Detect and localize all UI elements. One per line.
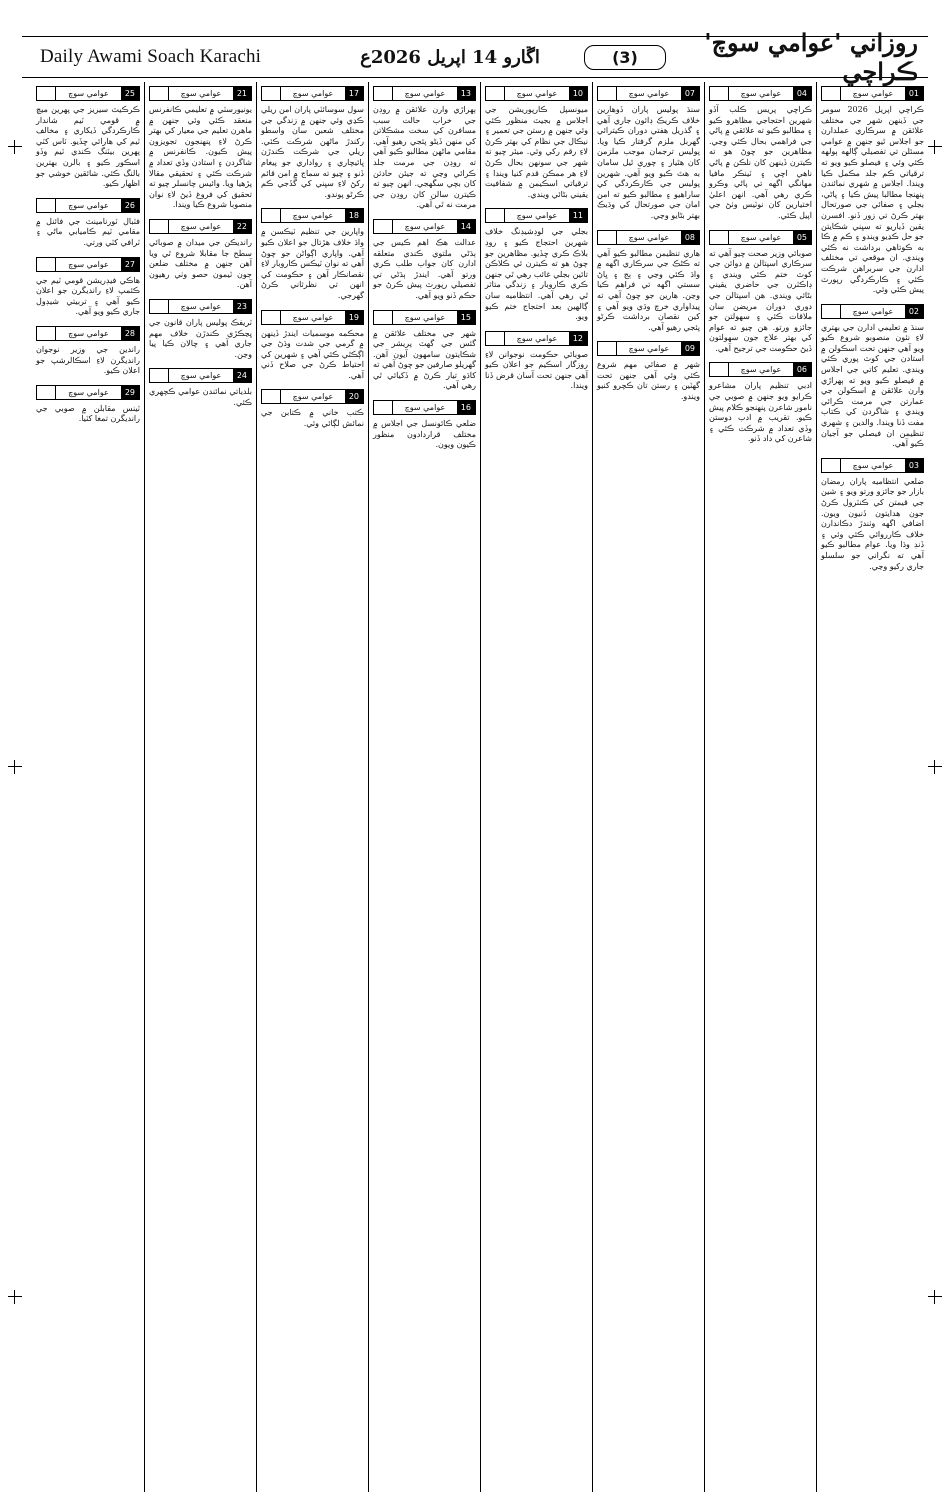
story-number: 09 [681, 342, 699, 355]
story-tag-label: عوامي سوچ [740, 89, 782, 98]
story-tag [821, 304, 924, 319]
news-story [149, 368, 252, 408]
news-story [36, 86, 140, 190]
story-tag [149, 299, 252, 314]
story-tag-label: عوامي سوچ [740, 365, 782, 375]
story-tag [373, 400, 476, 415]
news-story [821, 304, 924, 450]
story-body: هاڪي فيڊريشن قومي ٽيم جي ڪئمپ لاءِ رانديگرن جو اعلان ڪيو آهي ۽ تربيتي شيڊول جاري ڪيو ويو آهي. [36, 275, 140, 317]
tag-box [486, 209, 505, 222]
news-story [36, 385, 140, 425]
story-body: شهر جي مختلف علائقن ۾ گئس جي گهٽ پريشر جي شڪايتون سامهون آيون آهن. گهريلو صارفين جو چوڻ آهي ته کاڌو تيار ڪرڻ ۾ ڏکيائي ٿي رهي آهي. [373, 328, 476, 391]
story-number: 29 [121, 386, 139, 399]
news-story [149, 86, 252, 211]
story-body: سنڌ پوليس پاران ڏوهارين خلاف ڪريڪ ڊائون جاري آهي ۽ گذريل هفتي دوران ڪيترائي گهربل ملزم گرفتار ڪيا ويا. پوليس ترجمان موجب ملزمن کان هٿيار ۽ چوري ٿيل سامان به هٿ ڪيو ويو آهي. شهرين پوليس جي ڪارڪردگي کي ساراهيو ۽ مطالبو ڪيو ته امن امان جي صورتحال کي وڌيڪ بهتر بڻايو وڃي. [597, 105, 700, 220]
registration-mark [928, 760, 942, 774]
story-tag-label: عوامي سوچ [852, 460, 894, 470]
news-story [36, 326, 140, 377]
story-body: فٽبال ٽورنامينٽ جي فائنل ۾ مقامي ٽيم ڪاميابي ماڻي ۽ ٽرافي کٽي ورتي. [36, 216, 140, 247]
story-tag-label: عوامي سوچ [628, 344, 670, 354]
story-tag [485, 331, 588, 346]
story-tag [597, 341, 700, 356]
news-story [149, 219, 252, 291]
story-number: 02 [905, 305, 923, 318]
story-number: 13 [457, 87, 475, 100]
story-number: 11 [569, 209, 587, 222]
registration-mark [928, 140, 942, 154]
news-story [261, 208, 364, 301]
story-tag [36, 326, 140, 341]
news-story [821, 458, 924, 572]
news-column [256, 82, 368, 1492]
tag-box [37, 87, 56, 100]
story-body: ضلعي انتظاميه پاران رمضان بازار جو جائزو ورتو ويو ۽ شين جي قيمتن کي ڪنٽرول ڪرڻ جون هدايتون ڏنيون ويون. اضافي اگهه وٺندڙ دڪاندارن خلاف ڪارروائي ڪئي وئي ۽ ڏنڊ وڌا ويا. عوام مطالبو ڪيو آهي ته نگراني جو سلسلو جاري رکيو وڃي. [821, 476, 924, 571]
story-tag-label: عوامي سوچ [68, 328, 109, 338]
news-story [485, 86, 588, 200]
news-story [261, 310, 364, 382]
story-tag-label: عوامي سوچ [404, 312, 446, 322]
tag-box [822, 459, 841, 472]
story-tag-label: عوامي سوچ [628, 89, 670, 98]
news-column [480, 82, 592, 1492]
story-body: يونيورسٽي ۾ تعليمي ڪانفرنس منعقد ڪئي وئي جنهن ۾ ماهرن تعليم جي معيار کي بهتر ڪرڻ لاءِ پنهنجون تجويزون پيش ڪيون. ڪانفرنس ۾ شاگردن ۽ استادن وڏي تعداد ۾ شرڪت ڪئي ۽ تحقيقي مقالا پڙهيا ويا. وائيس چانسلر چيو ته تحقيق کي فروغ ڏيڻ لاءِ نوان منصوبا شروع ڪيا ويندا. [149, 105, 252, 210]
tag-box [262, 87, 281, 100]
news-story [373, 400, 476, 451]
story-body: راندين جي وزير نوجوان رانديگرن لاءِ اسڪالرشپ جو اعلان ڪيو. [36, 344, 140, 376]
news-story [709, 230, 812, 355]
story-tag [821, 86, 924, 101]
story-tag-label: عوامي سوچ [68, 259, 109, 269]
story-tag-label: عوامي سوچ [516, 89, 558, 98]
story-number: 12 [569, 332, 587, 345]
story-number: 16 [457, 401, 475, 414]
story-tag-label: عوامي سوچ [516, 333, 558, 343]
news-story [597, 230, 700, 334]
story-number: 01 [905, 87, 923, 100]
news-story [261, 86, 364, 200]
news-column [144, 82, 256, 1492]
tag-box [598, 87, 617, 100]
tag-box [374, 311, 393, 324]
story-tag [261, 310, 364, 325]
story-number: 15 [457, 311, 475, 324]
tag-box [374, 401, 393, 414]
masthead [22, 28, 928, 86]
story-tag-label: عوامي سوچ [68, 200, 109, 210]
tag-box [822, 305, 841, 318]
story-tag-label: عوامي سوچ [180, 221, 222, 231]
story-body: واپارين جي تنظيم ٽيڪسن ۾ واڌ خلاف هڙتال جو اعلان ڪيو آهي. واپاري اڳواڻن جو چوڻ آهي ته نوان ٽيڪس ڪاروبار لاءِ نقصانڪار آهن ۽ حڪومت کي انهن تي نظرثاني ڪرڻ گهرجي. [261, 227, 364, 300]
story-number: 06 [793, 363, 811, 376]
story-body: بلدياتي نمائندن عوامي ڪچهري ڪئي. [149, 387, 252, 407]
tag-box [374, 87, 393, 100]
tag-box [486, 87, 505, 100]
story-number: 14 [457, 220, 475, 233]
story-tag [149, 219, 252, 234]
tag-box [262, 311, 281, 324]
story-tag [373, 219, 476, 234]
story-tag-label: عوامي سوچ [68, 89, 109, 98]
story-tag-label: عوامي سوچ [852, 89, 894, 98]
tag-box [710, 363, 729, 376]
story-number: 23 [233, 300, 251, 313]
story-number: 05 [793, 231, 811, 244]
story-number: 26 [121, 199, 139, 212]
story-body: ٽريفڪ پوليس پاران قانون جي ڀڃڪڙي ڪندڙن خلاف مهم جاري آهي ۽ چالان ڪيا پيا وڃن. [149, 317, 252, 359]
news-story [36, 198, 140, 249]
story-body: ڪرڪيٽ سيريز جي پهرين ميچ ۾ قومي ٽيم شاندار ڪارڪردگي ڏيکاري ۽ مخالف ٽيم کي هارائي ڇڏيو. ٽاس کٽي پهرين بيٽنگ ڪندي ٽيم وڏو اسڪور ڪيو ۽ بالرن بهترين بالنگ ڪئي. شائقين خوشي جو اظهار ڪيو. [36, 105, 140, 189]
story-tag-label: عوامي سوچ [180, 89, 222, 98]
story-body: ميونسپل ڪارپوريشن جي اجلاس ۾ بجيٽ منظور ڪئي وئي جنهن ۾ رستن جي تعمير ۽ نيڪال جي نظام کي بهتر ڪرڻ لاءِ رقم رکي وئي. ميئر چيو ته شهر جي سونهن بحال ڪرڻ لاءِ هر ممڪن قدم کنيا ويندا ۽ ترقياتي اسڪيمن ۾ شفافيت يقيني بڻائي ويندي. [485, 105, 588, 199]
story-tag [36, 198, 140, 213]
tag-box [150, 87, 169, 100]
tag-box [150, 369, 169, 382]
story-number: 20 [345, 390, 363, 403]
tag-box [37, 199, 56, 212]
story-tag [36, 257, 140, 272]
story-tag-label: عوامي سوچ [404, 221, 446, 231]
story-tag [149, 86, 252, 101]
tag-box [37, 327, 56, 340]
tag-box [374, 220, 393, 233]
story-tag [485, 86, 588, 101]
story-tag [485, 208, 588, 223]
story-number: 08 [681, 231, 699, 244]
news-story [485, 208, 588, 322]
news-story [373, 310, 476, 393]
story-body: سنڌ ۾ تعليمي ادارن جي بهتري لاءِ نئون منصوبو شروع ڪيو ويو آهي جنهن تحت اسڪولن ۾ استادن جي کوٽ پوري ڪئي ويندي. تعليم کاتي جي اجلاس ۾ فيصلو ڪيو ويو ته ٻهراڙي وارن علائقن ۾ اسڪولن جي عمارتن جي مرمت ڪرائي ويندي ۽ شاگردن کي ڪتاب مفت ڏنا ويندا. والدين ۽ شهري تنظيمن ان فيصلي جو آجيان ڪيو آهي. [821, 322, 924, 449]
story-number: 22 [233, 220, 251, 233]
story-number: 04 [793, 87, 811, 100]
story-body: ڪراچي پريس ڪلب آڏو شهرين احتجاجي مظاهرو ڪيو ۽ مطالبو ڪيو ته علائقي ۾ پاڻي جي فراهمي بحال ڪئي وڃي. مظاهرين جو چوڻ هو ته ڪيترن ڏينهن کان نلڪن ۾ پاڻي ناهي اچي ۽ ٽينڪر مافيا مهانگي اگهه تي پاڻي وڪرو ڪري رهي آهي. انهن اعليٰ اختيارين کان نوٽيس وٺڻ جي اپيل ڪئي. [709, 105, 812, 220]
story-body: ڪتب خاني ۾ ڪتابن جي نمائش لڳائي وئي. [261, 408, 364, 429]
story-body: بجلي جي لوڊشيڊنگ خلاف شهرين احتجاج ڪيو ۽ روڊ بلاڪ ڪري ڇڏيو. مظاهرين جو چوڻ هو ته ڪيترن ئي ڪلاڪن تائين بجلي غائب رهي ٿي جنهن ڪري ڪاروبار ۽ زندگي متاثر ٿي رهي آهي. انتظاميه سان ڳالهين بعد احتجاج ختم ڪيو ويو. [485, 227, 588, 322]
news-story [597, 86, 700, 222]
story-number: 21 [233, 87, 251, 100]
story-number: 17 [345, 87, 363, 100]
story-tag-label: عوامي سوچ [180, 301, 222, 311]
story-tag [709, 230, 812, 245]
tag-box [150, 300, 169, 313]
story-tag-label: عوامي سوچ [292, 211, 334, 221]
registration-mark [8, 1290, 22, 1304]
news-story [597, 341, 700, 402]
tag-box [598, 231, 617, 244]
story-body: هاري تنظيمن مطالبو ڪيو آهي ته ڪڻڪ جي سرڪاري اگهه ۾ واڌ ڪئي وڃي ۽ ٻج ۽ ڀاڻ سستي اگهه تي فراهم ڪيا وڃن. هارين جو چوڻ آهي ته پيداواري خرچ وڌي ويو آهي ۽ کين نقصان برداشت ڪرڻو پئجي رهيو آهي. [597, 248, 700, 332]
story-tag [261, 208, 364, 223]
news-story [485, 331, 588, 392]
story-body: صوبائي حڪومت نوجوانن لاءِ روزگار اسڪيم جو اعلان ڪيو آهي جنهن تحت آسان قرض ڏنا ويندا. [485, 349, 588, 391]
story-number: 10 [569, 87, 587, 100]
story-tag [597, 86, 700, 101]
story-body: ٻهراڙي وارن علائقن ۾ روڊن جي خراب حالت سبب مسافرن کي سخت مشڪلاتن کي منهن ڏيڻو پئجي رهيو آهي. مقامي ماڻهن مطالبو ڪيو آهي ته روڊن جي مرمت جلد ڪرائي وڃي ته جيئن حادثن کان بچي سگهجي. انهن چيو ته ڪيترن سالن کان روڊن جي مرمت نه ٿي آهي. [373, 105, 476, 210]
news-column [704, 82, 816, 1492]
news-story [821, 86, 924, 296]
tag-box [598, 342, 617, 355]
tag-box [710, 231, 729, 244]
news-story [149, 299, 252, 360]
story-tag-label: عوامي سوچ [180, 371, 222, 381]
news-story [709, 86, 812, 222]
story-body: رانديڪن جي ميدان ۾ صوبائي سطح جا مقابلا شروع ٿي ويا آهن جنهن ۾ مختلف ضلعن جون ٽيمون حصو وٺي رهيون آهن. [149, 237, 252, 290]
story-body: سول سوسائٽي پاران امن ريلي ڪڍي وئي جنهن ۾ زندگي جي مختلف شعبن سان واسطو رکندڙ ماڻهن شرڪت ڪئي. ريلي جي شرڪت ڪندڙن ڀائيچاري ۽ رواداري جو پيغام ڏنو ۽ چيو ته سماج ۾ امن قائم رکڻ لاءِ سڀني کي گڏجي ڪم ڪرڻو پوندو. [261, 105, 364, 199]
english-title: Daily Awami Soach Karachi [40, 46, 262, 67]
story-tag-label: عوامي سوچ [404, 403, 446, 413]
news-story [261, 389, 364, 429]
story-tag [821, 458, 924, 473]
story-body: عدالت هڪ اهم ڪيس جي ٻڌڻي ملتوي ڪندي متعلقه ادارن کان جواب طلب ڪري ورتو آهي. ايندڙ ٻڌڻي تي تفصيلي رپورٽ پيش ڪرڻ جو حڪم ڏنو ويو آهي. [373, 237, 476, 300]
story-tag-label: عوامي سوچ [404, 89, 446, 98]
story-tag [373, 86, 476, 101]
story-tag-label: عوامي سوچ [516, 211, 558, 221]
story-body: ڪراچي اپريل 2026 سومر جي ڏينهن شهر جي مختلف علائقن ۾ سرڪاري عملدارن جو اجلاس ٿيو جنهن ۾ عوامي مسئلن تي تفصيلي ڳالهه ٻولهه ڪئي وئي ۽ فيصلو ڪيو ويو ته ترقياتي ڪم جلد مڪمل ڪيا ويندا. اجلاس ۾ شهري نمائندن پنهنجا مطالبا پيش ڪيا ۽ پاڻي، بجلي ۽ صفائي جي صورتحال بهتر ڪرڻ تي زور ڏنو. افسرن يقين ڏياريو ته سڀني شڪايتن جو حل ڪڍيو ويندو ۽ ڪم ۾ ڪا به ڪوتاهي برداشت نه ڪئي ويندي. ان موقعي تي مختلف ادارن جي سربراهن شرڪت ڪئي ۽ ڪارڪردگي رپورٽ پيش ڪئي وئي. [821, 105, 924, 295]
story-number: 03 [905, 459, 923, 472]
story-tag [36, 385, 140, 400]
story-tag [261, 86, 364, 101]
news-story [36, 257, 140, 318]
story-body: ٽينس مقابلن ۾ صوبي جي رانديگرن تمغا کٽيا. [36, 403, 140, 424]
story-number: 07 [681, 87, 699, 100]
tag-box [37, 258, 56, 271]
story-tag-label: عوامي سوچ [852, 306, 894, 316]
news-column [32, 82, 144, 1492]
registration-mark [928, 1290, 942, 1304]
story-number: 28 [121, 327, 139, 340]
tag-box [822, 87, 841, 100]
tag-box [262, 209, 281, 222]
story-body: ادبي تنظيم پاران مشاعرو ڪرايو ويو جنهن ۾ صوبي جي نامور شاعرن پنهنجو ڪلام پيش ڪيو. تقريب ۾ ادب دوستن وڏي تعداد ۾ شرڪت ڪئي ۽ شاعرن کي داد ڏنو. [709, 381, 812, 444]
story-tag-label: عوامي سوچ [292, 392, 334, 402]
story-tag [261, 389, 364, 404]
registration-mark [8, 140, 22, 154]
news-column [592, 82, 704, 1492]
story-tag [149, 368, 252, 383]
story-body: صوبائي وزير صحت چيو آهي ته سرڪاري اسپتالن ۾ دوائن جي کوٽ ختم ڪئي ويندي ۽ ڊاڪٽرن جي حاضري يقيني بڻائي ويندي. هن اسپتالن جي دوري دوران مريضن سان ملاقات ڪئي ۽ سهولتن جو جائزو ورتو. هن چيو ته عوام کي بهتر علاج جون سهولتون ڏيڻ حڪومت جي ترجيح آهي. [709, 248, 812, 353]
story-tag-label: عوامي سوچ [740, 232, 782, 242]
page-number: (3) [584, 45, 666, 70]
story-tag [36, 86, 140, 101]
issue-date: اڱارو 14 اپريل 2026ع [360, 46, 540, 68]
story-number: 18 [345, 209, 363, 222]
story-number: 27 [121, 258, 139, 271]
news-column [368, 82, 480, 1492]
tag-box [150, 220, 169, 233]
story-number: 19 [345, 311, 363, 324]
story-tag [709, 362, 812, 377]
story-body: محڪمه موسميات ايندڙ ڏينهن ۾ گرمي جي شدت وڌڻ جي اڳڪٿي ڪئي آهي ۽ شهرين کي احتياط ڪرڻ جي صلاح ڏني آهي. [261, 328, 364, 380]
story-tag [709, 86, 812, 101]
news-story [373, 219, 476, 302]
story-tag [373, 310, 476, 325]
news-story [373, 86, 476, 211]
news-story [709, 362, 812, 445]
story-number: 25 [121, 87, 139, 100]
story-number: 24 [233, 369, 251, 382]
tag-box [710, 87, 729, 100]
story-tag [597, 230, 700, 245]
tag-box [37, 386, 56, 399]
story-tag-label: عوامي سوچ [628, 232, 670, 242]
newspaper-title: روزاني 'عوامي سوچ' ڪراچي [704, 28, 918, 86]
story-body: ضلعي ڪائونسل جي اجلاس ۾ مختلف قراردادون منظور ڪيون ويون. [373, 419, 476, 450]
story-tag-label: عوامي سوچ [68, 387, 109, 397]
news-column [816, 82, 928, 1492]
tag-box [262, 390, 281, 403]
story-tag-label: عوامي سوچ [292, 89, 334, 98]
news-columns [22, 82, 928, 1492]
story-body: شهر ۾ صفائي مهم شروع ڪئي وئي آهي جنهن تحت گهٽين ۽ رستن تان ڪچرو کنيو ويندو. [597, 360, 700, 402]
story-tag-label: عوامي سوچ [292, 312, 334, 322]
tag-box [486, 332, 505, 345]
registration-mark [8, 760, 22, 774]
